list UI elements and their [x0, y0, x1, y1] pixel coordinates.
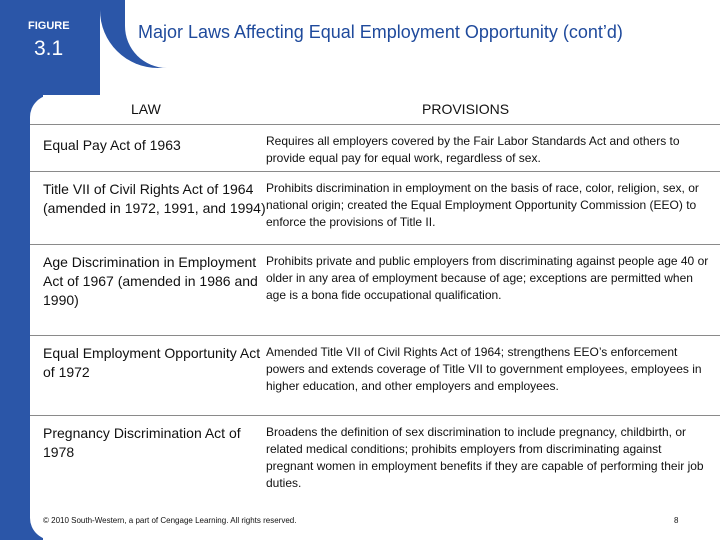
figure-number: 3.1 — [34, 37, 64, 60]
page-number: 8 — [674, 516, 679, 525]
provisions-cell: Broadens the definition of sex discrimination to include pregnancy, childbirth, or related medical conditions; prohibits employers from discriminating against pregnant women in employment benefits if they are capable of performing their job duties. — [266, 425, 704, 490]
law-cell: Title VII of Civil Rights Act of 1964 (amended in 1972, 1991, and 1994) — [43, 181, 266, 216]
copyright-notice: © 2010 South-Western, a part of Cengage Learning. All rights reserved. — [43, 516, 297, 525]
provisions-cell: Prohibits private and public employers from discriminating against people age 40 or older in any area of employment because of age; exceptions are permitted when age is a bona fide occupational qualification. — [266, 254, 709, 302]
law-column-header: LAW — [131, 101, 161, 117]
law-cell: Pregnancy Discrimination Act of 1978 — [43, 425, 241, 460]
page-title: Major Laws Affecting Equal Employment Opportunity (cont’d) — [138, 22, 623, 42]
figure-label: FIGURE — [28, 20, 70, 32]
table-row — [30, 415, 720, 500]
provisions-cell: Requires all employers covered by the Fair Labor Standards Act and others to provide equal pay for equal work, regardless of sex. — [266, 134, 680, 165]
table-row — [30, 335, 720, 415]
table-row — [30, 124, 720, 171]
table-row — [30, 244, 720, 335]
provisions-cell: Prohibits discrimination in employment on the basis of race, color, religion, sex, or national origin; created the Equal Employment Opportunity Commission (EEO) to enforce the provisions of Title II. — [266, 181, 699, 229]
figure-badge — [0, 0, 100, 95]
laws-table — [30, 124, 720, 500]
law-cell: Equal Pay Act of 1963 — [43, 137, 181, 153]
law-cell: Age Discrimination in Employment Act of 1967 (amended in 1986 and 1990) — [43, 254, 258, 308]
table-row — [30, 171, 720, 244]
law-cell: Equal Employment Opportunity Act of 1972 — [43, 345, 261, 380]
provisions-cell: Amended Title VII of Civil Rights Act of 1964; strengthens EEO’s enforcement powers and extends coverage of Title VII to government employees, employees in higher education, and other employers and employees. — [266, 345, 702, 393]
provisions-column-header: PROVISIONS — [422, 101, 510, 117]
